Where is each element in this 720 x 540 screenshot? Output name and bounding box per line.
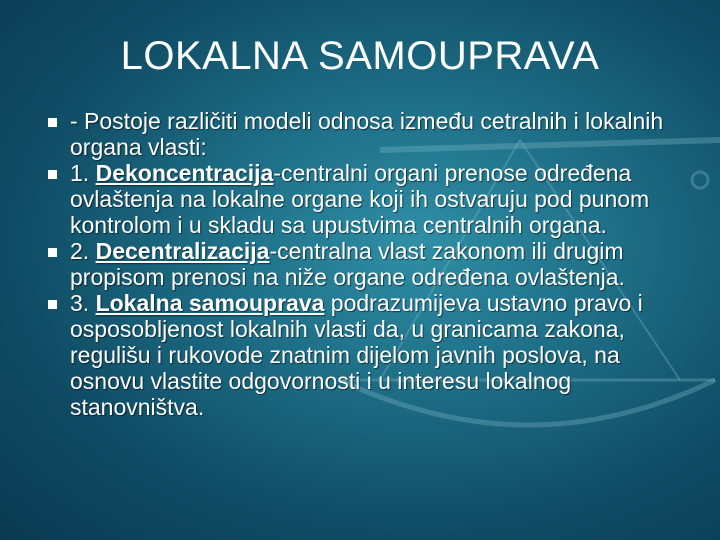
bullet-text: - Postoje različiti modeli odnosa između cetralnih i lokalnih organa vlasti: — [70, 108, 664, 160]
bullet-text: -centralni organi prenose određena ovlaštenja na lokalne organe koji ih ostvaruju pod punom kontrolom i u skladu sa upustvima centralnih organa. — [70, 160, 650, 238]
bullet-item-lokalna-samouprava — [40, 290, 700, 420]
square-bullet-icon — [48, 248, 57, 257]
slide-title: LOKALNA SAMOUPRAVA — [120, 34, 600, 78]
bullet-item-decentralizacija — [40, 238, 700, 290]
bullet-number: 1. — [70, 160, 96, 186]
square-bullet-icon — [48, 170, 57, 179]
bullet-term: Lokalna samouprava — [95, 290, 325, 316]
bullet-item-intro — [40, 108, 700, 160]
bullet-number: 2. — [70, 238, 96, 264]
square-bullet-icon — [48, 118, 57, 127]
bullet-item-dekoncentracija — [40, 160, 700, 238]
bullet-term: Dekoncentracija — [95, 160, 274, 186]
bullet-text: podrazumijeva ustavno pravo i osposobljenost lokalnih vlasti da, u granicama zakona, regulišu i rukovode znatnim dijelom javnih poslova, na osnovu vlastite odgovornosti i u interesu lokalnog stanovništva. — [70, 290, 643, 420]
square-bullet-icon — [48, 300, 57, 309]
bullet-list — [40, 108, 700, 420]
bullet-text: -centralna vlast zakonom ili drugim propisom prenosi na niže organe određena ovlaštenja. — [70, 238, 625, 290]
bullet-number: 3. — [70, 290, 96, 316]
bullet-term: Decentralizacija — [95, 238, 270, 264]
